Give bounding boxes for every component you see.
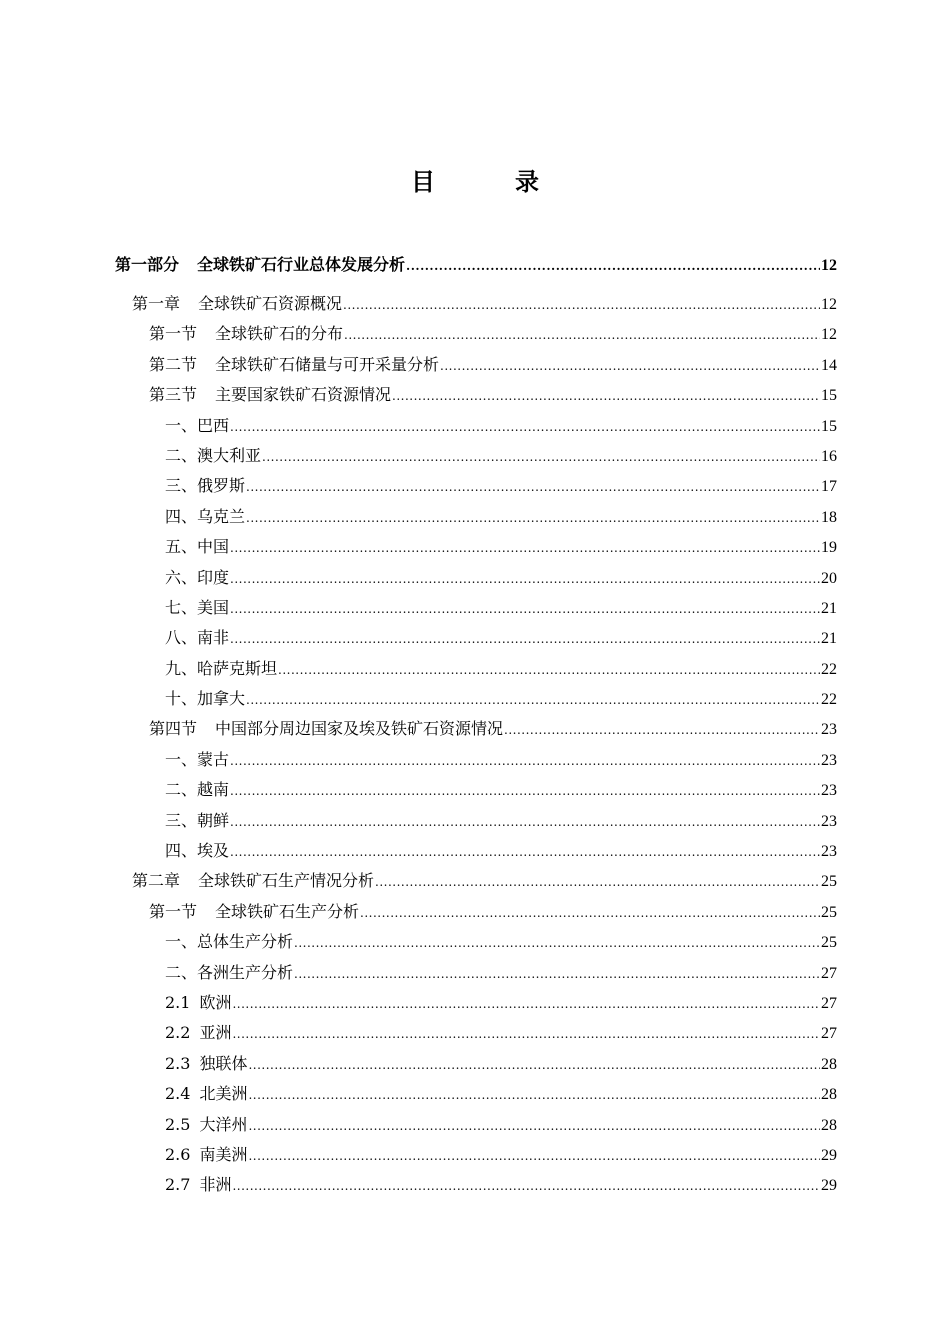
toc-entry-title: 乌克兰 bbox=[197, 506, 246, 526]
toc-entry-page: 23 bbox=[821, 782, 837, 800]
dot-leader bbox=[248, 1080, 820, 1110]
toc-entry-section[interactable] bbox=[115, 380, 837, 410]
toc-entry-page: 25 bbox=[821, 873, 837, 891]
toc-entry-title: 哈萨克斯坦 bbox=[197, 658, 278, 678]
dot-leader bbox=[294, 928, 820, 958]
toc-entry-number: 2.4 bbox=[165, 1084, 191, 1104]
toc-entry-page: 23 bbox=[821, 751, 837, 769]
toc-entry-subitem[interactable] bbox=[115, 988, 837, 1018]
toc-entry-item[interactable] bbox=[115, 927, 837, 957]
toc-entry-number: 第四节 bbox=[149, 719, 198, 739]
dot-leader bbox=[343, 290, 820, 320]
toc-entry-chapter[interactable] bbox=[115, 866, 837, 896]
toc-entry-title: 埃及 bbox=[197, 841, 230, 861]
toc-entry-number: 四、 bbox=[165, 506, 198, 526]
toc-entry-title: 非洲 bbox=[199, 1175, 232, 1195]
dot-leader bbox=[246, 685, 820, 715]
toc-entry-title: 澳大利亚 bbox=[197, 445, 262, 465]
toc-entry-page: 28 bbox=[821, 1116, 837, 1134]
toc-entry-subitem[interactable] bbox=[115, 1018, 837, 1048]
toc-entry-number: 三、 bbox=[165, 476, 198, 496]
toc-entry-title: 北美洲 bbox=[199, 1084, 248, 1104]
toc-entry-page: 27 bbox=[821, 994, 837, 1012]
toc-entry-page: 23 bbox=[821, 843, 837, 861]
table-of-contents bbox=[115, 249, 837, 1201]
toc-entry-title: 全球铁矿石生产情况分析 bbox=[198, 871, 375, 891]
toc-entry-item[interactable] bbox=[115, 836, 837, 866]
dot-leader bbox=[440, 351, 820, 381]
toc-entry-number: 十、 bbox=[165, 689, 198, 709]
toc-entry-number: 六、 bbox=[165, 567, 198, 587]
toc-entry-title: 中国 bbox=[197, 537, 230, 557]
toc-entry-item[interactable] bbox=[115, 593, 837, 623]
toc-entry-title: 蒙古 bbox=[197, 749, 230, 769]
toc-entry-page: 29 bbox=[821, 1146, 837, 1164]
dot-leader bbox=[230, 837, 820, 867]
toc-entry-page: 22 bbox=[821, 660, 837, 678]
toc-entry-number: 第一部分 bbox=[115, 255, 180, 274]
toc-entry-title: 加拿大 bbox=[197, 689, 246, 709]
toc-entry-title: 总体生产分析 bbox=[197, 932, 294, 952]
toc-entry-item[interactable] bbox=[115, 806, 837, 836]
toc-entry-page: 23 bbox=[821, 721, 837, 739]
toc-entry-page: 27 bbox=[821, 964, 837, 982]
toc-entry-page: 23 bbox=[821, 812, 837, 830]
toc-entry-number: 四、 bbox=[165, 841, 198, 861]
dot-leader bbox=[246, 472, 820, 502]
toc-entry-subitem[interactable] bbox=[115, 1140, 837, 1170]
dot-leader bbox=[230, 776, 820, 806]
dot-leader bbox=[360, 898, 820, 928]
toc-entry-page: 25 bbox=[821, 903, 837, 921]
toc-entry-number: 九、 bbox=[165, 658, 198, 678]
toc-entry-subitem[interactable] bbox=[115, 1079, 837, 1109]
toc-entry-title: 大洋州 bbox=[199, 1114, 248, 1134]
dot-leader bbox=[344, 320, 820, 350]
toc-entry-number: 第二章 bbox=[132, 871, 181, 891]
toc-entry-page: 15 bbox=[821, 417, 837, 435]
dot-leader bbox=[230, 746, 820, 776]
dot-leader bbox=[262, 442, 820, 472]
toc-entry-title: 南美洲 bbox=[199, 1144, 248, 1164]
toc-entry-page: 20 bbox=[821, 569, 837, 587]
toc-entry-chapter[interactable] bbox=[115, 289, 837, 319]
toc-entry-item[interactable] bbox=[115, 563, 837, 593]
toc-entry-number: 七、 bbox=[165, 597, 198, 617]
toc-entry-page: 12 bbox=[821, 296, 837, 313]
toc-entry-page: 28 bbox=[821, 1086, 837, 1104]
toc-entry-item[interactable] bbox=[115, 745, 837, 775]
toc-entry-title: 全球铁矿石行业总体发展分析 bbox=[197, 255, 406, 274]
toc-entry-title: 全球铁矿石资源概况 bbox=[198, 294, 343, 313]
toc-entry-number: 二、 bbox=[165, 780, 198, 800]
dot-leader bbox=[232, 1171, 820, 1201]
dot-leader bbox=[248, 1050, 820, 1080]
toc-entry-subitem[interactable] bbox=[115, 1110, 837, 1140]
toc-entry-page: 12 bbox=[821, 326, 837, 344]
dot-leader bbox=[248, 1141, 820, 1171]
toc-entry-item[interactable] bbox=[115, 684, 837, 714]
toc-entry-section[interactable] bbox=[115, 897, 837, 927]
dot-leader bbox=[230, 594, 820, 624]
toc-entry-number: 一、 bbox=[165, 932, 198, 952]
toc-entry-number: 第一节 bbox=[149, 324, 198, 344]
toc-entry-page: 21 bbox=[821, 599, 837, 617]
dot-leader bbox=[230, 533, 820, 563]
toc-entry-number: 2.1 bbox=[165, 992, 191, 1012]
toc-entry-title: 巴西 bbox=[197, 415, 230, 435]
toc-entry-title: 中国部分周边国家及埃及铁矿石资源情况 bbox=[215, 719, 504, 739]
dot-leader bbox=[392, 381, 820, 411]
toc-entry-number: 一、 bbox=[165, 749, 198, 769]
toc-entry-number: 第二节 bbox=[149, 354, 198, 374]
toc-entry-item[interactable] bbox=[115, 441, 837, 471]
toc-entry-item[interactable] bbox=[115, 532, 837, 562]
toc-entry-title: 全球铁矿石生产分析 bbox=[215, 901, 360, 921]
toc-entry-title: 主要国家铁矿石资源情况 bbox=[215, 385, 392, 405]
toc-entry-item[interactable] bbox=[115, 502, 837, 532]
dot-leader bbox=[230, 624, 820, 654]
toc-entry-page: 12 bbox=[821, 257, 837, 274]
toc-title: 目 录 bbox=[411, 167, 567, 196]
toc-entry-page: 28 bbox=[821, 1055, 837, 1073]
dot-leader bbox=[504, 715, 820, 745]
dot-leader bbox=[248, 1111, 820, 1141]
toc-entry-item[interactable] bbox=[115, 775, 837, 805]
toc-entry-subitem[interactable] bbox=[115, 1049, 837, 1079]
toc-entry-number: 五、 bbox=[165, 537, 198, 557]
toc-entry-number: 二、 bbox=[165, 445, 198, 465]
toc-entry-title: 朝鲜 bbox=[197, 810, 230, 830]
toc-entry-page: 22 bbox=[821, 691, 837, 709]
toc-entry-number: 2.3 bbox=[165, 1053, 191, 1073]
toc-entry-title: 越南 bbox=[197, 780, 230, 800]
toc-entry-subitem[interactable] bbox=[115, 1170, 837, 1200]
toc-entry-title: 各洲生产分析 bbox=[197, 962, 294, 982]
toc-entry-title: 南非 bbox=[197, 628, 230, 648]
toc-entry-page: 25 bbox=[821, 934, 837, 952]
dot-leader bbox=[375, 867, 820, 897]
toc-entry-section[interactable] bbox=[115, 714, 837, 744]
toc-entry-number: 2.7 bbox=[165, 1175, 191, 1195]
toc-entry-title: 印度 bbox=[197, 567, 230, 587]
toc-entry-number: 八、 bbox=[165, 628, 198, 648]
toc-entry-page: 19 bbox=[821, 539, 837, 557]
toc-entry-page: 21 bbox=[821, 630, 837, 648]
toc-entry-title: 欧洲 bbox=[199, 992, 232, 1012]
dot-leader bbox=[232, 989, 820, 1019]
toc-entry-number: 第一节 bbox=[149, 901, 198, 921]
toc-entry-part[interactable] bbox=[115, 249, 837, 289]
toc-entry-title: 俄罗斯 bbox=[197, 476, 246, 496]
toc-entry-page: 15 bbox=[821, 387, 837, 405]
toc-entry-number: 三、 bbox=[165, 810, 198, 830]
toc-entry-number: 一、 bbox=[165, 415, 198, 435]
dot-leader bbox=[246, 503, 820, 533]
toc-entry-item[interactable] bbox=[115, 623, 837, 653]
toc-entry-number: 2.6 bbox=[165, 1144, 191, 1164]
toc-entry-item[interactable] bbox=[115, 411, 837, 441]
toc-entry-item[interactable] bbox=[115, 471, 837, 501]
dot-leader bbox=[232, 1019, 820, 1049]
dot-leader bbox=[230, 807, 820, 837]
dot-leader bbox=[294, 959, 820, 989]
toc-entry-title: 全球铁矿石的分布 bbox=[215, 324, 344, 344]
toc-entry-number: 2.5 bbox=[165, 1114, 191, 1134]
toc-entry-title: 全球铁矿石储量与可开采量分析 bbox=[215, 354, 440, 374]
toc-entry-number: 2.2 bbox=[165, 1023, 191, 1043]
toc-entry-item[interactable] bbox=[115, 958, 837, 988]
toc-entry-number: 第一章 bbox=[132, 294, 181, 313]
toc-entry-item[interactable] bbox=[115, 654, 837, 684]
dot-leader bbox=[406, 250, 820, 282]
toc-entry-section[interactable] bbox=[115, 350, 837, 380]
toc-entry-title: 独联体 bbox=[199, 1053, 248, 1073]
toc-entry-page: 29 bbox=[821, 1177, 837, 1195]
dot-leader bbox=[230, 564, 820, 594]
toc-entry-page: 17 bbox=[821, 478, 837, 496]
toc-entry-section[interactable] bbox=[115, 319, 837, 349]
dot-leader bbox=[278, 655, 820, 685]
toc-entry-page: 14 bbox=[821, 356, 837, 374]
toc-entry-page: 27 bbox=[821, 1025, 837, 1043]
toc-entry-page: 16 bbox=[821, 447, 837, 465]
dot-leader bbox=[230, 412, 820, 442]
toc-entry-title: 亚洲 bbox=[199, 1023, 232, 1043]
toc-entry-number: 二、 bbox=[165, 962, 198, 982]
toc-entry-number: 第三节 bbox=[149, 385, 198, 405]
toc-entry-title: 美国 bbox=[197, 597, 230, 617]
toc-entry-page: 18 bbox=[821, 508, 837, 526]
